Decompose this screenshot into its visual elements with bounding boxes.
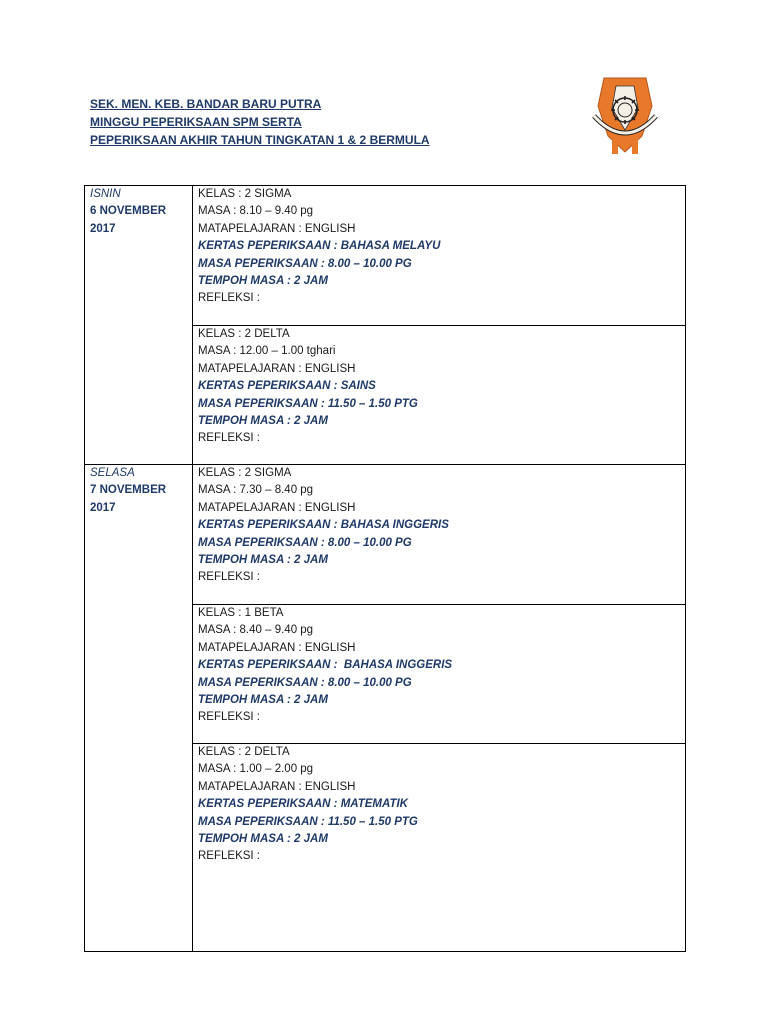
subject-label: MATAPELAJARAN : ENGLISH (198, 362, 356, 375)
day-date: 6 NOVEMBER (90, 205, 167, 218)
slots-cell (193, 186, 686, 465)
table-row (85, 186, 686, 465)
day-cell-selasa (85, 465, 193, 952)
subject-label: MATAPELAJARAN : ENGLISH (198, 222, 356, 235)
duration-label: TEMPOH MASA : 2 JAM (198, 833, 328, 846)
duration-label: TEMPOH MASA : 2 JAM (198, 415, 328, 428)
kelas-label: KELAS : 2 DELTA (198, 328, 290, 340)
subject-label: MATAPELAJARAN : ENGLISH (198, 501, 356, 514)
duration-label: TEMPOH MASA : 2 JAM (198, 275, 328, 288)
exam-paper-label: KERTAS PEPERIKSAAN : BAHASA MELAYU (198, 240, 441, 253)
header-line-3: PEPERIKSAAN AKHIR TAHUN TINGKATAN 1 & 2 BERMULA (90, 133, 430, 147)
reflection-label: REFLEKSI : (198, 432, 260, 445)
class-slot (198, 465, 685, 604)
day-year: 2017 (90, 222, 116, 235)
slots-cell (193, 465, 686, 952)
reflection-label: REFLEKSI : (198, 292, 260, 305)
class-slot (193, 743, 685, 951)
day-cell-isnin (85, 186, 193, 465)
class-slot (198, 186, 685, 325)
kelas-label: KELAS : 2 DELTA (198, 746, 290, 758)
masa-label: MASA : 8.40 – 9.40 pg (198, 624, 314, 637)
day-name: ISNIN (90, 188, 121, 200)
exam-time-label: MASA PEPERIKSAAN : 11.50 – 1.50 PTG (198, 397, 418, 410)
day-year: 2017 (90, 501, 116, 514)
reflection-label: REFLEKSI : (198, 850, 260, 863)
header-line-2: MINGGU PEPERIKSAAN SPM SERTA (90, 115, 302, 129)
class-slot (193, 325, 685, 464)
exam-paper-label: KERTAS PEPERIKSAAN : MATEMATIK (198, 798, 408, 811)
exam-timetable (84, 185, 686, 952)
kelas-label: KELAS : 2 SIGMA (198, 188, 292, 200)
exam-time-label: MASA PEPERIKSAAN : 8.00 – 10.00 PG (198, 676, 412, 689)
exam-time-label: MASA PEPERIKSAAN : 11.50 – 1.50 PTG (198, 815, 418, 828)
kelas-label: KELAS : 1 BETA (198, 607, 284, 619)
school-name: SEK. MEN. KEB. BANDAR BARU PUTRA (90, 97, 322, 111)
reflection-label: REFLEKSI : (198, 571, 260, 584)
reflection-label: REFLEKSI : (198, 711, 260, 724)
duration-label: TEMPOH MASA : 2 JAM (198, 694, 328, 707)
day-date: 7 NOVEMBER (90, 484, 167, 497)
class-slot (193, 604, 685, 743)
exam-time-label: MASA PEPERIKSAAN : 8.00 – 10.00 PG (198, 536, 412, 549)
school-crest-icon (590, 72, 660, 156)
masa-label: MASA : 1.00 – 2.00 pg (198, 763, 314, 776)
document-header (90, 95, 430, 149)
kelas-label: KELAS : 2 SIGMA (198, 467, 292, 479)
exam-paper-label: KERTAS PEPERIKSAAN : BAHASA INGGERIS (198, 659, 453, 672)
exam-time-label: MASA PEPERIKSAAN : 8.00 – 10.00 PG (198, 257, 412, 270)
table-row (85, 465, 686, 952)
duration-label: TEMPOH MASA : 2 JAM (198, 554, 328, 567)
day-name: SELASA (90, 467, 135, 479)
masa-label: MASA : 7.30 – 8.40 pg (198, 484, 314, 497)
subject-label: MATAPELAJARAN : ENGLISH (198, 641, 356, 654)
masa-label: MASA : 8.10 – 9.40 pg (198, 205, 314, 218)
masa-label: MASA : 12.00 – 1.00 tghari (198, 345, 336, 358)
exam-paper-label: KERTAS PEPERIKSAAN : SAINS (198, 380, 376, 393)
exam-paper-label: KERTAS PEPERIKSAAN : BAHASA INGGERIS (198, 519, 449, 532)
subject-label: MATAPELAJARAN : ENGLISH (198, 780, 356, 793)
